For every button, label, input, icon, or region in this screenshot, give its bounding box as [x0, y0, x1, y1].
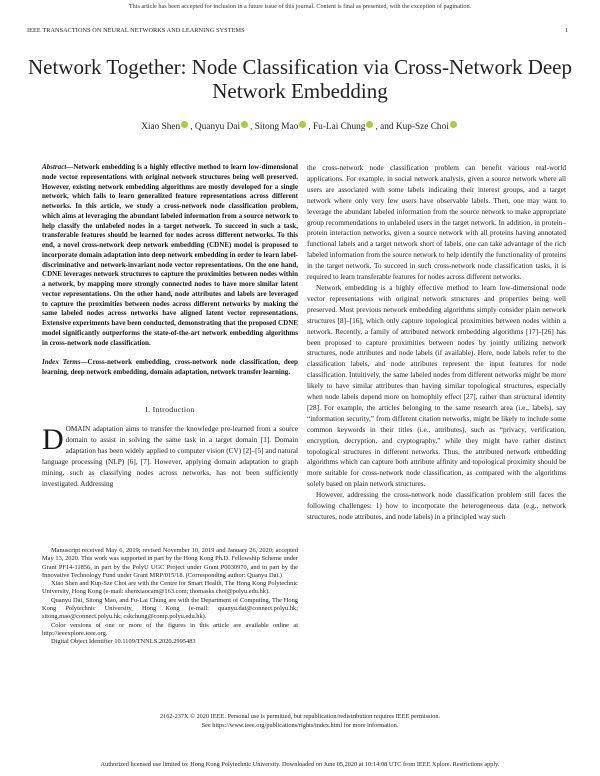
author-separator: ,	[190, 122, 195, 132]
intro-first-word: OMAIN	[65, 425, 91, 433]
footnote: Quanyu Dai, Sitong Mao, and Fu-Lai Chung are with the Department of Computing, The Hong Kong Polytechnic University, Hong Kong (e-mail: quanyu.dai@connect.polyu.hk; sitong.mao@connect.polyu.hk; cskchung@comp.polyu.edu.hk).	[42, 596, 298, 621]
author-name: Fu-Lai Chung	[313, 122, 366, 132]
abstract	[42, 163, 298, 348]
abstract-label: Abstract	[42, 163, 67, 171]
orcid-icon[interactable]	[366, 121, 373, 128]
body-paragraph: However, addressing the cross-network node classification problem still faces the following challenges: 1) how to incorporate the heterogeneous data (e.g., network structures, node attributes, and node labels) in a principled way such	[307, 491, 566, 521]
copyright-line: 2162-237X © 2020 IEEE. Personal use is permitted, but republication/redistribution requires IEEE permission.	[159, 713, 441, 720]
index-terms-text: —Cross-network embedding, cross-network node classification, deep learning, deep network embedding, domain adaptation, network transfer learning.	[42, 358, 298, 376]
author-separator: ,	[250, 122, 255, 132]
index-terms-label: Index Terms	[42, 358, 81, 366]
footnote: Xiao Shen and Kup-Sze Choi are with the Centre for Smart Health, The Hong Kong Polytechnic University, Hong Kong (e-mail: shenxiaocam@163.com; thomasks.choi@polyu.edu.hk).	[42, 580, 298, 596]
running-head: IEEE TRANSACTIONS ON NEURAL NETWORKS AND LEARNING SYSTEMS	[27, 27, 245, 34]
right-column	[307, 163, 566, 523]
body-paragraph: Network embedding is a highly effective method to learn low-dimensional node vector representations with original network structures and properties being well preserved. Most previous network embedding algorithms simply consider plain network structures [8]–[16], which only capture topological proximities between nodes within a network. Recently, a family of attributed network embedding algorithms [17]–[26] has been proposed to capture proximities between nodes by jointly utilizing network structures, node attributes and node labels (if available). Here, node labels refer to the classification labels, and node attributes represent the input features for node classification. Intuitively, the same labeled nodes from different networks might be more likely to have similar attributes than having similar topological structures, especially when node labels depend more on homophily effect [27], rather than structural identity [28]. For example, the articles belonging to the same research area (i.e., labels), say “information security,” from different citation networks, might be likely to include some common keywords in their titles (i.e., attributes), such as “privacy, verification, encryption, decryption, and cryptography,” while they might have rather distinct topological structures in different networks. Thus, the attributed network embedding algorithms which can capture both attribute affinity and topological proximity should be more suitable for cross-network node classification, as compared with the algorithms solely based on plain network structures.	[307, 283, 566, 489]
intro-text: adaptation aims to transfer the knowledge pre-learned from a source domain to assist in solving the same task in a target domain [1]. Domain adaptation has been widely applied to computer vision (CV) [2]–[5] and natural language processing (NLP) [6], [7]. However, applying domain adaptation to graph mining, such as classifying nodes across networks, has not been sufficiently investigated. Addressing	[42, 425, 298, 488]
author-list	[20, 121, 580, 132]
acceptance-notice: This article has been accepted for inclusion in a future issue of this journal. Content is final as presented, with the exception of pagination.	[128, 3, 472, 10]
introduction-paragraph	[42, 424, 298, 489]
footnote: Color versions of one or more of the figures in this article are available online at http://ieeexplore.ieee.org.	[42, 621, 298, 637]
footnote: Digital Object Identifier 10.1109/TNNLS.2020.2995483	[51, 638, 196, 646]
paper-title: Network Together: Node Classification via Cross-Network Deep Network Embedding	[27, 55, 572, 103]
rights-link-line: See https://www.ieee.org/publications/rights/index.html for more information.	[201, 722, 399, 729]
section-heading: I. Introduction	[145, 405, 195, 414]
index-terms	[42, 358, 298, 378]
license-bar: Authorized licensed use limited to: Hong Kong Polytechnic University. Downloaded on June 05,2020 at 10:14:08 UTC from IEEE Xplore. Restrictions apply.	[100, 761, 500, 768]
page-number: 1	[565, 27, 569, 34]
abstract-text: —Network embedding is a highly effective method to learn low-dimensional node vector representations with original network structures being well preserved. However, existing network embedding algorithms are mostly developed for a single network, which fails to learn generalized feature representations across different networks. In this article, we study a cross-network node classification problem, which aims at leveraging the abundant labeled information from a source network to help classify the unlabeled nodes in a target network. To succeed in such a task, transferable features should be learned for nodes across different networks. To this end, a novel cross-network deep network embedding (CDNE) model is proposed to incorporate domain adaptation into deep network embedding in order to learn label-discriminative and network-invariant node vector representations. On the one hand, CDNE leverages network structures to capture the proximities between nodes within a network, by mapping more strongly connected nodes to have more similar latent vector representations. On the other hand, node attributes and labels are leveraged to capture the proximities between nodes across different networks by making the same labeled nodes across networks have aligned latent vector representations. Extensive experiments have been conducted, demonstrating that the proposed CDNE model significantly outperforms the state-of-the-art network embedding algorithms in cross-network node classification.	[42, 163, 298, 347]
author-separator: , and	[375, 122, 396, 132]
footnotes	[42, 547, 298, 647]
orcid-icon[interactable]	[299, 121, 306, 128]
drop-cap: D	[42, 423, 64, 456]
author-name: Kup-Sze Choi	[395, 122, 449, 132]
author-name: Sitong Mao	[254, 122, 299, 132]
orcid-icon[interactable]	[241, 121, 248, 128]
orcid-icon[interactable]	[181, 121, 188, 128]
footnote: Manuscript received May 6, 2019; revised November 10, 2019 and January 26, 2020; accepted May 13, 2020. This work was supported in part by the Hong Kong Ph.D. Fellowship Scheme under Grant PF14-11856, in part by the PolyU UGC Project under Grant P0030970, and in part by the Innovative Technology Fund under Grant MRP/015/18. (Corresponding author: Quanyu Dai.)	[42, 547, 298, 579]
author-name: Xiao Shen	[141, 122, 181, 132]
orcid-icon[interactable]	[450, 121, 457, 128]
author-name: Quanyu Dai	[194, 122, 241, 132]
body-paragraph: the cross-network node classification problem can benefit various real-world applications. For example, in social network analysis, given a source network where all users are associated with some labels indicating their interest groups, and a target network where only very few users have observable labels. Then, one may want to leverage the abundant labeled information from the source network to make appropriate group recommendations to unlabeled users in the target network. In addition, in protein–protein interaction networks, given a source network with all proteins having annotated functional labels and a target network short of labels, one can take advantage of the rich labeled information from the source network to help identify the functionality of proteins in the target network. To succeed in such cross-network node classification tasks, it is required to learn transferable features for nodes across different networks.	[307, 164, 566, 282]
author-separator: ,	[308, 122, 314, 132]
